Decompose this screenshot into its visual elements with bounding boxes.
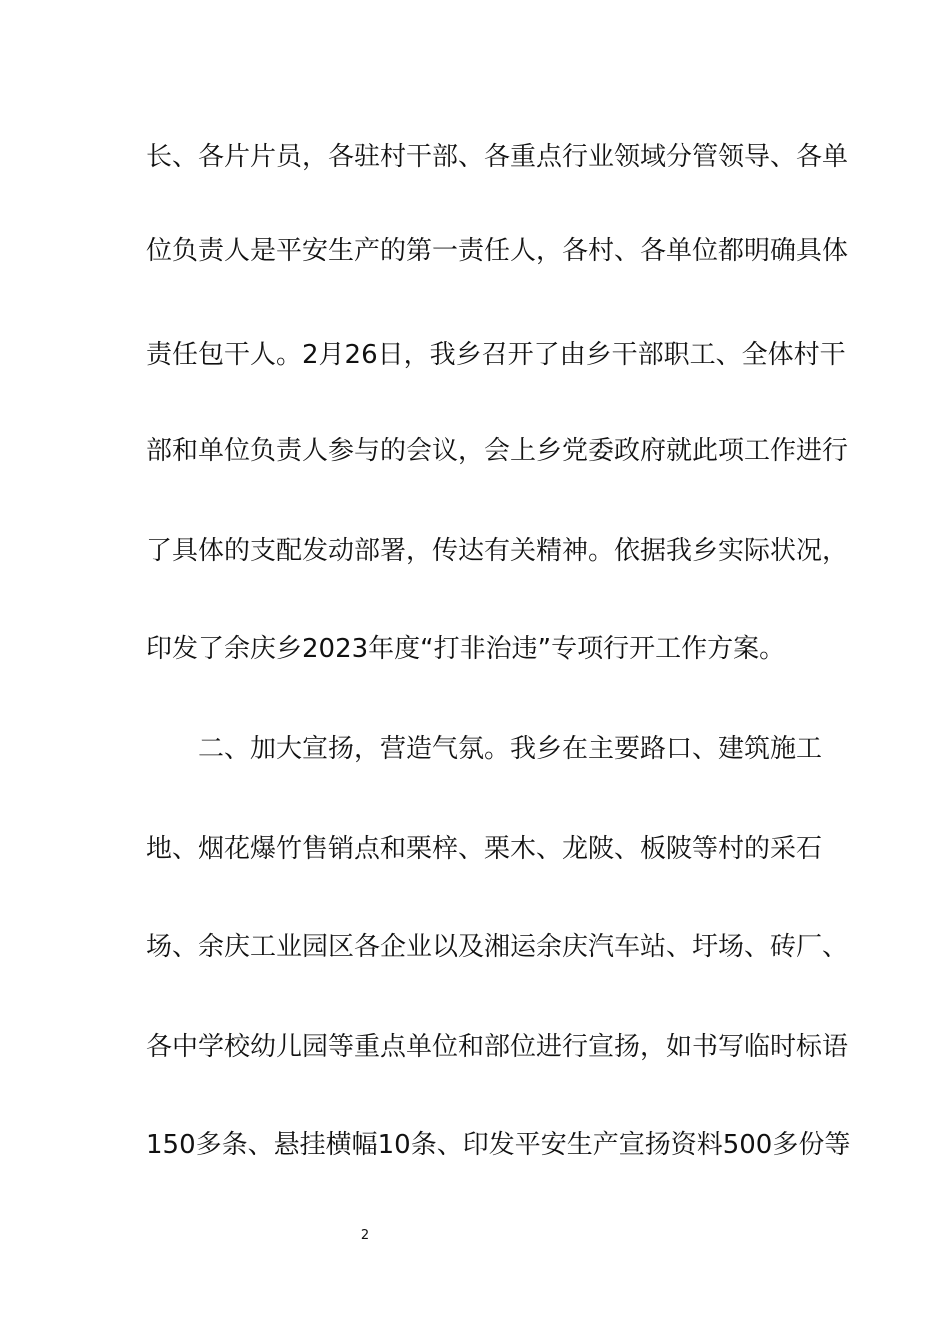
body-text-line-10: 各中学校幼儿园等重点单位和部位进行宣扬，如书写临时标语 [146, 1032, 849, 1062]
body-text-line-2: 位负责人是平安生产的第一责任人，各村、各单位都明确具体 [146, 236, 849, 266]
body-text-line-5: 了具体的支配发动部署，传达有关精神。依据我乡实际状况， [146, 536, 849, 566]
page-number: 2 [360, 1228, 370, 1243]
body-text-line-11: 150多条、悬挂横幅10条、印发平安生产宣扬资料500多份等 [146, 1130, 851, 1160]
section-heading-line: 二、加大宣扬，营造气氛。我乡在主要路口、建筑施工 [146, 734, 823, 764]
body-text-line-8: 地、烟花爆竹售销点和栗梓、栗木、龙陂、板陂等村的采石 [146, 834, 823, 864]
body-text-line-9: 场、余庆工业园区各企业以及湘运余庆汽车站、圩场、砖厂、 [146, 932, 849, 962]
body-text-line-1: 长、各片片员，各驻村干部、各重点行业领域分管领导、各单 [146, 142, 849, 172]
body-text-line-3: 责任包干人。2月26日，我乡召开了由乡干部职工、全体村干 [146, 340, 846, 370]
body-text-line-4: 部和单位负责人参与的会议，会上乡党委政府就此项工作进行 [146, 436, 849, 466]
body-text-line-6: 印发了余庆乡2023年度“打非治违”专项行开工作方案。 [146, 634, 786, 664]
